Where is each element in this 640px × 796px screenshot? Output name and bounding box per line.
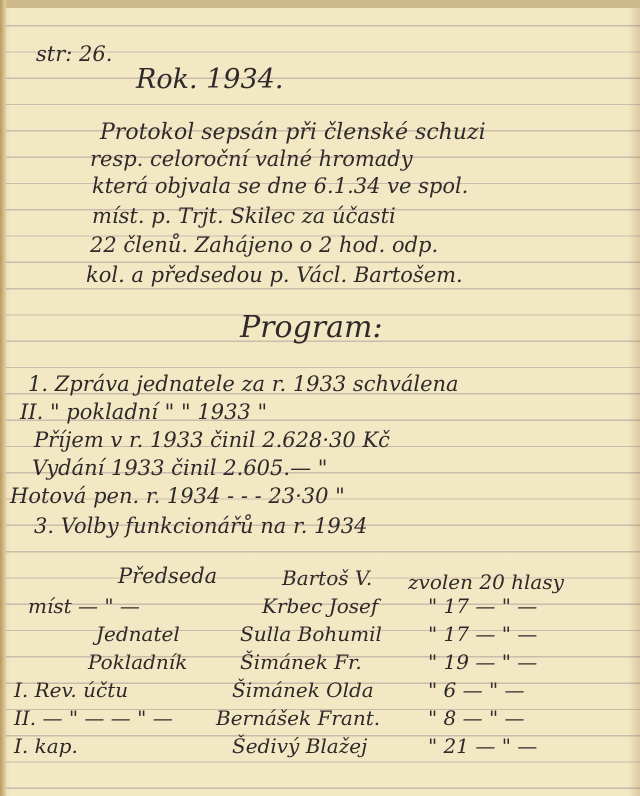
- election-votes: " 17 — " —: [428, 622, 538, 646]
- election-name: Bartoš V.: [282, 566, 373, 590]
- protocol-line-3: která objvala se dne 6.1.34 ve spol.: [92, 174, 469, 198]
- program-item-2: II. " pokladní " " 1933 ": [20, 400, 268, 424]
- election-votes: " 19 — " —: [428, 650, 538, 674]
- program-heading: Program:: [240, 310, 383, 345]
- protocol-line-4: míst. p. Trjt. Skilec za účasti: [92, 204, 396, 228]
- election-name: Sulla Bohumil: [240, 622, 382, 646]
- protocol-line-5: 22 členů. Zahájeno o 2 hod. odp.: [90, 233, 439, 257]
- election-role: Pokladník: [88, 650, 188, 674]
- program-item-6: 3. Volby funkcionářů na r. 1934: [34, 514, 368, 538]
- election-role: Předseda: [118, 564, 218, 588]
- protocol-line-2: resp. celoroční valné hromady: [90, 147, 413, 171]
- election-votes: " 8 — " —: [428, 706, 525, 730]
- election-name: Šimánek Olda: [232, 678, 374, 702]
- election-role: I. Rev. účtu: [14, 678, 129, 702]
- election-name: Šedivý Blažej: [232, 734, 368, 758]
- election-role: míst — " —: [28, 594, 140, 618]
- election-votes: " 17 — " —: [428, 594, 538, 618]
- election-name: Šimánek Fr.: [240, 650, 362, 674]
- program-item-3: Příjem v r. 1933 činil 2.628·30 Kč: [34, 428, 390, 452]
- election-name: Bernášek Frant.: [216, 706, 381, 730]
- election-role: Jednatel: [96, 622, 180, 646]
- program-item-1: 1. Zpráva jednatele za r. 1933 schválena: [28, 372, 459, 396]
- page-binding-edge: [0, 0, 6, 796]
- election-role: II. — " — — " —: [14, 706, 173, 730]
- protocol-line-1: Protokol sepsán při členské schuzi: [100, 120, 486, 145]
- program-item-5: Hotová pen. r. 1934 - - - 23·30 ": [10, 484, 345, 508]
- election-name: Krbec Josef: [262, 594, 379, 618]
- program-item-4: Vydání 1933 činil 2.605.— ": [32, 456, 328, 480]
- election-votes: zvolen 20 hlasy: [408, 570, 564, 594]
- election-votes: " 6 — " —: [428, 678, 525, 702]
- protocol-line-6: kol. a předsedou p. Václ. Bartošem.: [86, 263, 463, 287]
- election-votes: " 21 — " —: [428, 734, 538, 758]
- election-role: I. kap.: [14, 734, 78, 758]
- page-number: str: 26.: [36, 42, 113, 66]
- page-top-edge: [0, 0, 640, 8]
- year-line: Rok. 1934.: [136, 64, 284, 95]
